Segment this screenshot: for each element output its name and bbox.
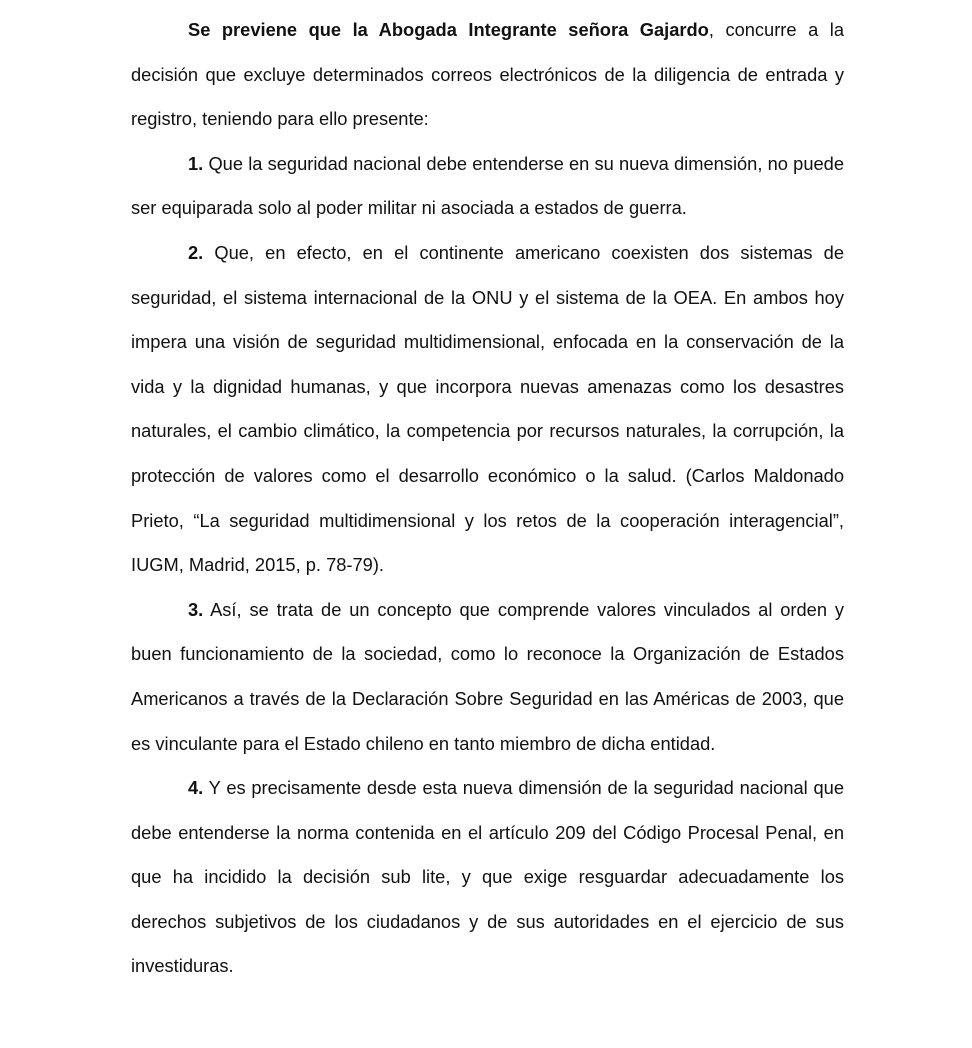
paragraph-2: [131, 231, 844, 588]
paragraph-text: Así, se trata de un concepto que comprende valores vinculados al orden y buen funcionamiento de la sociedad, como lo reconoce la Organización de Estados Americanos a través de la Declaración Sobre Seguridad en las Américas de 2003, que es vinculante para el Estado chileno en tanto miembro de dicha entidad.: [131, 598, 844, 754]
paragraph-text: Que la seguridad nacional debe entenderse en su nueva dimensión, no puede ser equiparada solo al poder militar ni asociada a estados de guerra.: [131, 152, 844, 219]
paragraph-text: Que, en efecto, en el continente americano coexisten dos sistemas de seguridad, el sistema internacional de la ONU y el sistema de la OEA. En ambos hoy impera una visión de seguridad multidimensional, enfocada en la conservación de la vida y la dignidad humanas, y que incorpora nuevas amenazas como los desastres naturales, el cambio climático, la competencia por recursos naturales, la corrupción, la protección de valores como el desarrollo económico o la salud. (Carlos Maldonado Prieto, “La seguridad multidimensional y los retos de la cooperación interagencial”, IUGM, Madrid, 2015, p. 78-79).: [131, 241, 844, 576]
intro-text: , concurre a la decisión que excluye determinados correos electrónicos de la diligencia de entrada y registro, teniendo para ello presente:: [131, 19, 844, 130]
paragraph-number: 3.: [188, 598, 204, 620]
document-page: [131, 8, 844, 989]
paragraph-number: 1.: [188, 152, 204, 174]
paragraph-1: [131, 142, 844, 231]
intro-paragraph: [131, 8, 844, 142]
paragraph-4: [131, 766, 844, 989]
paragraph-number: 4.: [188, 777, 204, 799]
intro-lead-bold: Se previene que la Abogada Integrante señora Gajardo: [188, 19, 709, 40]
paragraph-3: [131, 588, 844, 766]
paragraph-number: 2.: [188, 241, 204, 263]
paragraph-text: Y es precisamente desde esta nueva dimensión de la seguridad nacional que debe entenderse la norma contenida en el artículo 209 del Código Procesal Penal, en que ha incidido la decisión sub lite, y que exige resguardar adecuadamente los derechos subjetivos de los ciudadanos y de sus autoridades en el ejercicio de sus investiduras.: [131, 777, 844, 977]
